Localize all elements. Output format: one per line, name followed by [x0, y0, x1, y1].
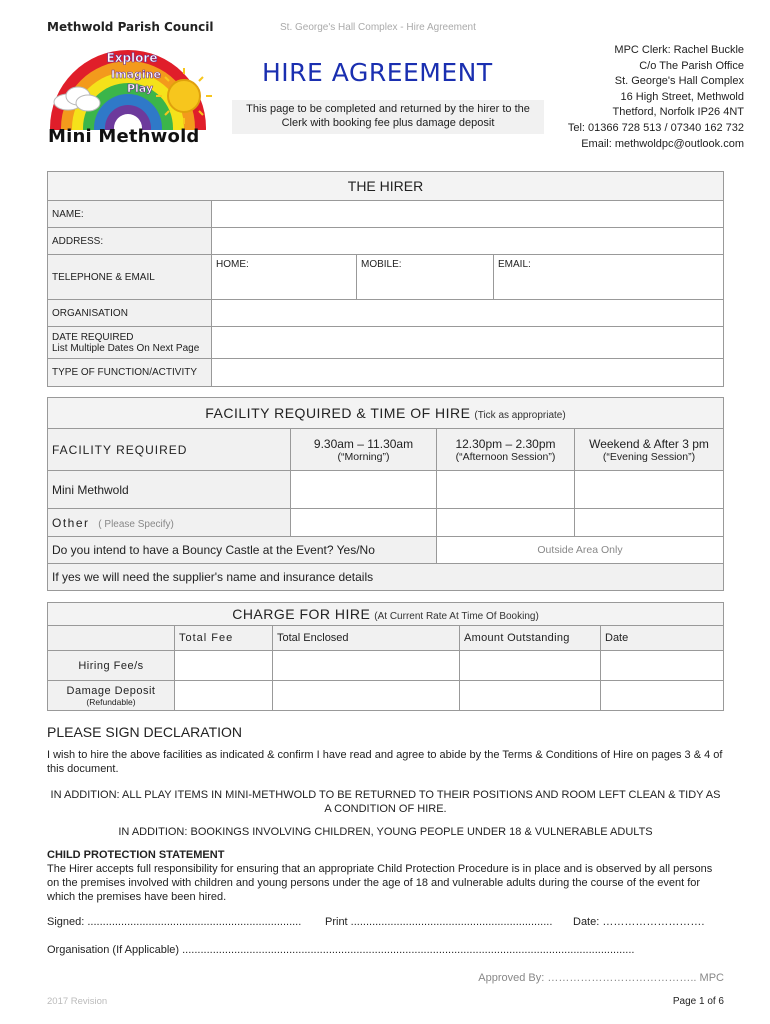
morning-label: (“Morning”)	[337, 450, 390, 463]
date-required-note: List Multiple Dates On Next Page	[52, 342, 200, 354]
logo-word-explore: Explore	[106, 51, 158, 65]
logo-name: Mini Methwold	[48, 126, 200, 147]
clerk-line: MPC Clerk: Rachel Buckle	[614, 44, 744, 56]
mini-methwold-evening-cell[interactable]	[575, 471, 724, 509]
child-protection-title: CHILD PROTECTION STATEMENT	[47, 849, 225, 861]
home-phone-field[interactable]	[212, 255, 357, 300]
damage-deposit-label	[48, 681, 175, 711]
child-protection-text: The Hirer accepts full responsibility for ensuring that an appropriate Child Protection Procedure is in place and is observed by all persons on the premises involved with children and young persons under the age of 18 and vulnerable adults during the course of the event for which the premises have been hired.	[47, 863, 713, 903]
charge-heading-note: (At Current Rate At Time Of Booking)	[374, 611, 539, 622]
hirer-heading: THE HIRER	[48, 172, 724, 201]
total-fee-header: Total Fee	[175, 626, 273, 651]
declaration-para: I wish to hire the above facilities as indicated & confirm I have read and agree to abide by the Terms & Conditions of Hire on pages 3 & 4 of this document.	[47, 749, 723, 775]
facility-column-header: FACILITY REQUIRED	[48, 429, 291, 471]
name-field[interactable]	[212, 201, 724, 228]
damage-outstanding-cell[interactable]	[460, 681, 601, 711]
bouncy-castle-question: Do you intend to have a Bouncy Castle at the Event? Yes/No	[48, 537, 437, 564]
logo-word-play: Play	[126, 82, 154, 95]
supplier-note: If yes we will need the supplier's name and insurance details	[48, 564, 724, 591]
date-header: Date	[601, 626, 724, 651]
clerk-email: Email: methwoldpc@outlook.com	[581, 137, 744, 150]
date-required-title: DATE REQUIRED	[52, 331, 134, 343]
facility-heading-note: (Tick as appropriate)	[474, 410, 566, 421]
evening-label: (“Evening Session”)	[602, 450, 696, 463]
organisation-line[interactable]: Organisation (If Applicable) ....................................................................................................................................................	[47, 944, 635, 956]
other-evening-cell[interactable]	[575, 509, 724, 537]
function-field[interactable]	[212, 359, 724, 387]
damage-deposit-text: Damage Deposit	[66, 684, 156, 697]
page-title: HIRE AGREEMENT	[262, 58, 493, 87]
hiring-fees-enclosed-cell[interactable]	[273, 651, 460, 681]
play-items-para: IN ADDITION: ALL PLAY ITEMS IN MINI-METHWOLD TO BE RETURNED TO THEIR POSITIONS AND ROOM LEFT CLEAN & TIDY AS A CONDITION OF HIRE.	[50, 789, 721, 815]
children-para: IN ADDITION: BOOKINGS INVOLVING CHILDREN, YOUNG PEOPLE UNDER 18 & VULNERABLE ADULTS	[118, 826, 653, 838]
refundable-note: (Refundable)	[86, 696, 136, 707]
mini-methwold-morning-cell[interactable]	[291, 471, 437, 509]
hiring-fees-date-cell[interactable]	[601, 651, 724, 681]
council-name: Methwold Parish Council	[47, 20, 214, 34]
name-label: NAME:	[48, 201, 212, 228]
address-field[interactable]	[212, 228, 724, 255]
morning-time: 9.30am – 11.30am	[313, 436, 414, 451]
facility-table	[47, 397, 724, 591]
organisation-field[interactable]	[212, 300, 724, 327]
charge-heading-text: CHARGE FOR HIRE	[232, 606, 371, 622]
evening-column-header	[575, 429, 724, 471]
facility-heading	[48, 398, 724, 429]
afternoon-label: (“Afternoon Session”)	[455, 450, 556, 463]
clerk-line: St. George's Hall Complex	[614, 75, 744, 88]
damage-total-cell[interactable]	[175, 681, 273, 711]
organisation-label: ORGANISATION	[48, 300, 212, 327]
date-required-label	[48, 327, 212, 359]
clerk-line: 16 High Street, Methwold	[620, 90, 744, 103]
mini-methwold-afternoon-cell[interactable]	[437, 471, 575, 509]
clerk-line: C/o The Parish Office	[639, 59, 744, 72]
document-subtitle: St. George's Hall Complex - Hire Agreement	[280, 22, 476, 33]
charge-table	[47, 602, 724, 711]
afternoon-time: 12.30pm – 2.30pm	[455, 436, 556, 451]
home-label: HOME:	[216, 259, 249, 270]
afternoon-column-header	[437, 429, 575, 471]
evening-time: Weekend & After 3 pm	[589, 436, 709, 451]
hiring-fees-total-cell[interactable]	[175, 651, 273, 681]
return-instructions: This page to be completed and returned by the hirer to the Clerk with booking fee plus damage deposit	[232, 100, 544, 134]
other-text: Other	[52, 515, 90, 530]
other-afternoon-cell[interactable]	[437, 509, 575, 537]
total-enclosed-header: Total Enclosed	[273, 626, 460, 651]
amount-outstanding-header: Amount Outstanding	[460, 626, 601, 651]
facility-heading-text: FACILITY REQUIRED & TIME OF HIRE	[205, 405, 471, 421]
other-label	[48, 509, 291, 537]
charge-blank-header	[48, 626, 175, 651]
charge-heading	[48, 603, 724, 626]
signed-line[interactable]: Signed: ......................................................................	[47, 916, 302, 928]
address-label: ADDRESS:	[48, 228, 212, 255]
outside-area-note: Outside Area Only	[437, 537, 724, 564]
clerk-line: Thetford, Norfolk IP26 4NT	[612, 106, 744, 119]
mobile-label: MOBILE:	[361, 259, 402, 270]
revision-note: 2017 Revision	[47, 996, 108, 1007]
other-morning-cell[interactable]	[291, 509, 437, 537]
print-line[interactable]: Print ..................................................................	[325, 916, 553, 928]
hiring-fees-label: Hiring Fee/s	[48, 651, 175, 681]
clerk-line: Tel: 01366 728 513 / 07340 162 732	[567, 121, 744, 134]
hirer-table	[47, 171, 724, 387]
mini-methwold-label: Mini Methwold	[48, 471, 291, 509]
damage-enclosed-cell[interactable]	[273, 681, 460, 711]
date-required-field[interactable]	[212, 327, 724, 359]
approved-by-line: Approved By: ………………………………….. MPC	[478, 972, 724, 984]
declaration-title: PLEASE SIGN DECLARATION	[47, 724, 243, 740]
telephone-email-label: TELEPHONE & EMAIL	[48, 255, 212, 300]
email-field[interactable]	[494, 255, 724, 300]
date-line[interactable]: Date: ……………………….	[573, 916, 705, 928]
other-note: ( Please Specify)	[98, 518, 174, 530]
mobile-field[interactable]	[357, 255, 494, 300]
morning-column-header	[291, 429, 437, 471]
damage-date-cell[interactable]	[601, 681, 724, 711]
hiring-fees-outstanding-cell[interactable]	[460, 651, 601, 681]
email-label: EMAIL:	[498, 259, 531, 270]
function-label: TYPE OF FUNCTION/ACTIVITY	[48, 359, 212, 387]
page-number: Page 1 of 6	[672, 996, 724, 1007]
clerk-address	[568, 43, 744, 152]
logo-word-imagine: Imagine	[111, 68, 161, 81]
